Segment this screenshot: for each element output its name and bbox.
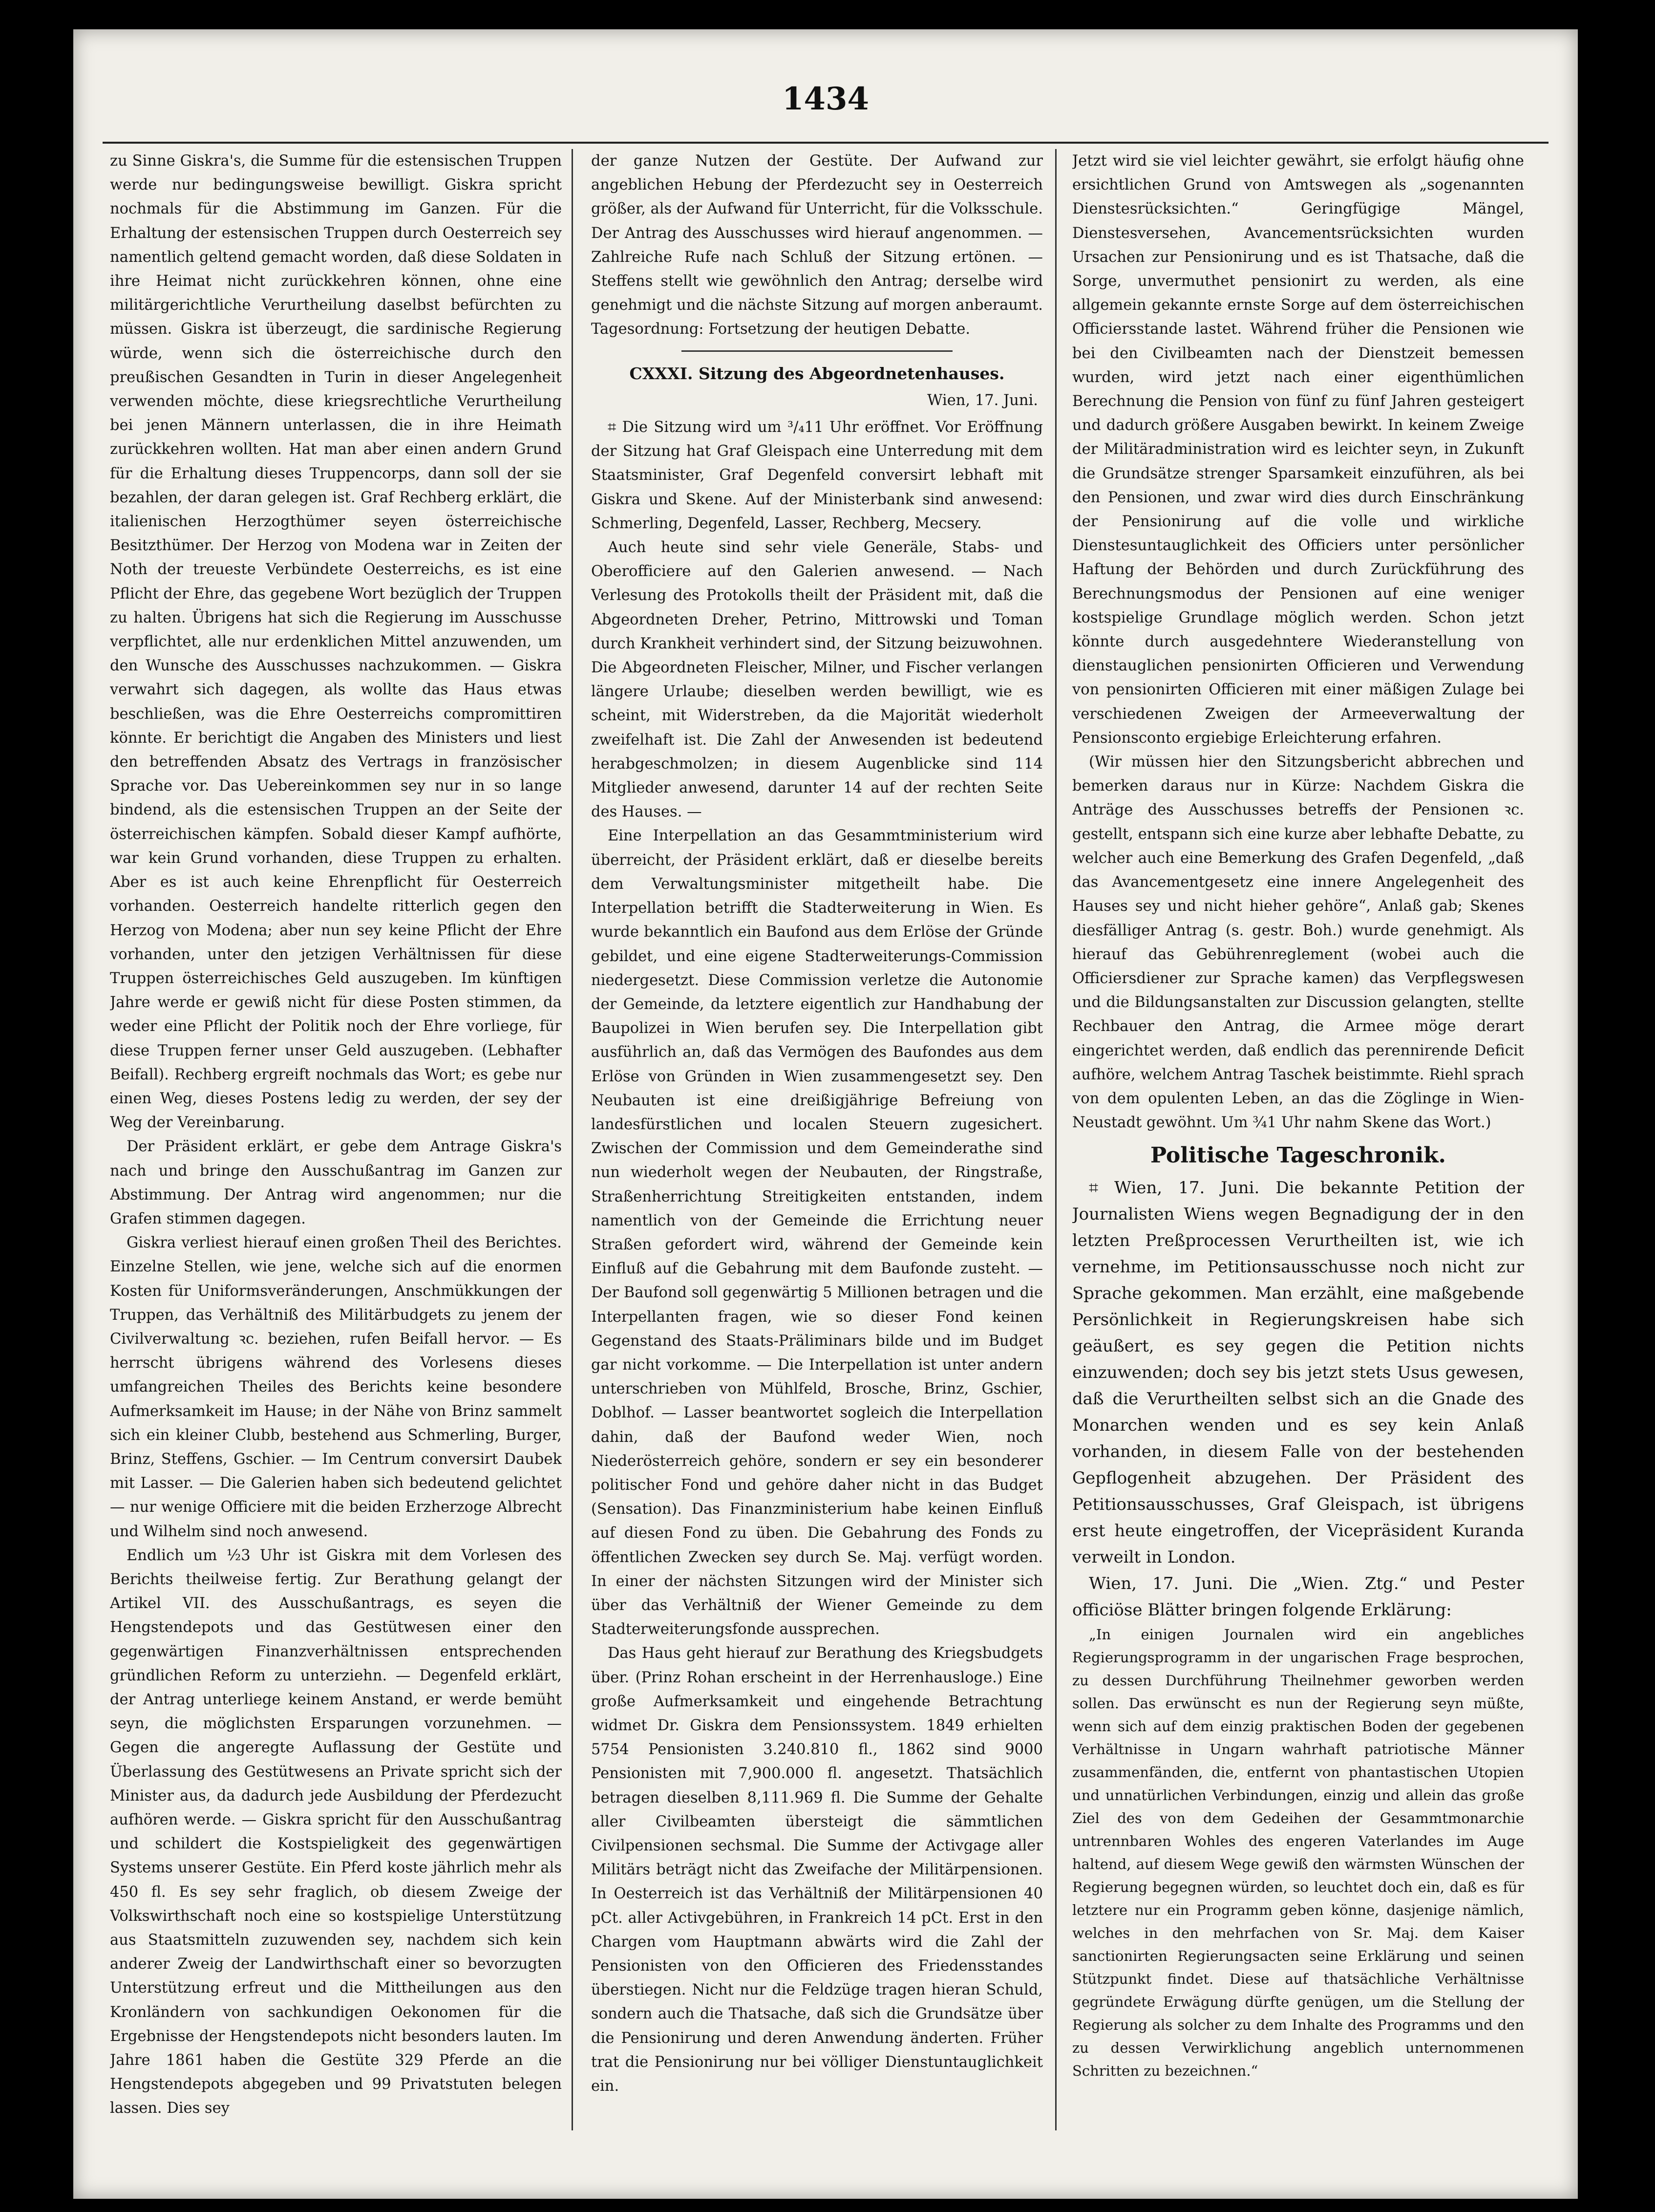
paragraph: (Wir müssen hier den Sitzungsbericht abbrechen und bemerken daraus nur in Kürze: Nachdem Giskra die Anträge des Ausschusses betreffs der Pensionen ꝛc. gestellt, entspann sich eine kurze aber lebhafte Debatte, zu welcher auch eine Bemerkung des Grafen Degenfeld, „daß das Avancementgesetz eine innere Angelegenheit des Hauses sey und nicht hieher gehöre“, Anlaß gab; Skenes diesfälliger Antrag (s. gestr. Boh.) wurde genehmigt. Als hierauf das Gebührenreglement (wobei auch die Officiersdiener zur Sprache kamen) das Verpflegswesen und die Bildungsanstalten zur Discussion gelangten, stellte Rechbauer den Antrag, die Armee möge derart eingerichtet werden, daß endlich das perennirende Deficit aufhöre, welchem Antrag Taschek beistimmte. Riehl sprach von dem opulenten Leben, an das die Zöglinge in Wien-Neustadt gewöhnt. Um ¾1 Uhr nahm Skene das Wort.)	[1072, 753, 1524, 1132]
paragraph: Wien, 17. Juni. Die „Wien. Ztg.“ und Pester officiöse Blätter bringen folgende Erklärung:	[1072, 1573, 1524, 1620]
quoted-declaration: „In einigen Journalen wird ein angebliches Regierungsprogramm in der ungarischen Frage besprochen, zu dessen Durchführung Theilnehmer geworben werden sollen. Das erwünscht es nun der Regierung seyn müßte, wenn sich auf dem einzig praktischen Boden der gegebenen Verhältnisse in Ungarn wahrhaft patriotische Männer zusammenfänden, die, entfernt von phantastischen Utopien und unnatürlichen Verbindungen, einzig und allein das große Ziel des von dem Gedeihen der Gesammtmonarchie untrennbaren Wohles des engeren Vaterlandes im Auge haltend, auf diesem Wege gewiß den wärmsten Wünschen der Regierung begegnen würden, so leuchtet doch ein, daß es für letztere nur ein Programm geben könne, dasjenige nämlich, welches in den mehrfachen von Sr. Maj. dem Kaiser sanctionirten Regierungsacten seine Erklärung und seinen Stützpunkt findet. Diese auf thatsächliche Verhältnisse gegründete Erwägung dürfte genügen, um die Stellung der Regierung als solcher zu dem Inhalte des Programms und den zu dessen Verwirklichung angeblich unternommenen Schritten zu bezeichnen.“	[1072, 1626, 1524, 2079]
dateline: Wien, 17. Juni.	[927, 391, 1038, 409]
section-heading: CXXXI. Sitzung des Abgeordnetenhauses.	[629, 364, 1005, 383]
paragraph: Der Präsident erklärt, er gebe dem Antrage Giskra's nach und bringe den Ausschußantrag im Ganzen zur Abstimmung. Der Antrag wird angenommen; nur die Grafen stimmen dagegen.	[110, 1138, 562, 1227]
column-middle	[591, 149, 1043, 2130]
column-divider-1	[572, 149, 573, 2130]
paragraph: Giskra verliest hierauf einen großen Theil des Berichtes. Einzelne Stellen, wie jene, welche sich auf die enormen Kosten für Uniformsveränderungen, Anschmükkungen der Truppen, das Verhältniß des Militärbudgets zu jenem der Civilverwaltung ꝛc. beziehen, rufen Beifall hervor. — Es herrscht übrigens während des Vorlesens dieses umfangreichen Theiles des Berichts keine besondere Aufmerksamkeit im Hause; in der Nähe von Brinz sammelt sich ein kleiner Clubb, bestehend aus Schmerling, Burger, Brinz, Steffens, Gschier. — Im Centrum conversirt Daubek mit Lasser. — Die Galerien haben sich bedeutend gelichtet — nur wenige Officiere mit die beiden Erzherzoge Albrecht und Wilhelm sind noch anwesend.	[110, 1234, 562, 1540]
column-left	[110, 149, 562, 2130]
paragraph: ⌗ Die Sitzung wird um ³/₄11 Uhr eröffnet. Vor Eröffnung der Sitzung hat Graf Gleispach eine Unterredung mit dem Staatsminister, Graf Degenfeld conversirt lebhaft mit Giskra und Skene. Auf der Ministerbank sind anwesend: Schmerling, Degenfeld, Lasser, Rechberg, Mecsery.	[591, 419, 1043, 532]
chronicle-heading: Politische Tageschronik.	[1150, 1143, 1446, 1168]
paragraph: Jetzt wird sie viel leichter gewährt, sie erfolgt häufig ohne ersichtlichen Grund von Amtswegen als „sogenannten Dienstesrücksichten.“ Geringfügige Mängel, Dienstesversehen, Avancementsrücksichten wurden Ursachen zur Pensionirung und es ist Thatsache, daß die Sorge, unvermuthet pensionirt zu werden, als eine allgemein gekannte ernste Sorge auf dem österreichischen Officiersstande lastet. Während früher die Pensionen wie bei den Civilbeamten nach der Dienstzeit bemessen wurden, wird jetzt nach einer eigenthümlichen Berechnung die Pension von fünf zu fünf Jahren gesteigert und dadurch größere Ausgaben bewirkt. In keinem Zweige der Militäradministration wird es leichter seyn, in Zukunft die Grundsätze strenger Sparsamkeit einzuführen, als bei den Pensionen, und zwar wird dies durch Einschränkung der Pensionirung auf die volle und wirkliche Dienstesuntauglichkeit des Officiers unter persönlicher Haftung der Behörden und durch Zurückführung des Berechnungsmodus der Pensionen auf eine weniger kostspielige Grundlage möglich werden. Schon jetzt könnte durch ausgedehntere Wiederanstellung von dienstauglichen pensionirten Officieren und Verwendung von pensionirten Officieren mit einer mäßigen Zulage bei verschiedenen Zweigen der Armeeverwaltung der Pensionsconto ergiebige Erleichterung erfahren.	[1072, 152, 1524, 747]
paragraph: zu Sinne Giskra's, die Summe für die estensischen Truppen werde nur bedingungsweise bewilligt. Giskra spricht nochmals für die Abstimmung im Ganzen. Für die Erhaltung der estensischen Truppen durch Oesterreich sey namentlich geltend gemacht worden, daß diese Soldaten in ihre Heimat nicht zurückkehren können, ohne eine militärgerichtliche Verurtheilung daselbst befürchten zu müssen. Giskra ist überzeugt, die sardinische Regierung würde, wenn sich die österreichische durch den preußischen Gesandten in Turin in dieser Angelegenheit verwenden möchte, diese kriegsrechtliche Verurtheilung bei jenen Männern unterlassen, die in ihre Heimath zurückkehren wollten. Hat man aber einen andern Grund für die Erhaltung dieses Truppencorps, dann soll der sie bezahlen, der daran gelegen ist. Graf Rechberg erklärt, die italienischen Herzogthümer seyen österreichische Besitzthümer. Der Herzog von Modena war in Zeiten der Noth der treueste Verbündete Oesterreichs, es ist eine Pflicht der Ehre, das gegebene Wort bezüglich der Truppen zu halten. Übrigens hat sich die Regierung im Ausschusse verpflichtet, alle nur erdenklichen Mittel anzuwenden, um den Wunsche des Ausschusses nachzukommen. — Giskra verwahrt sich dagegen, als wollte das Haus etwas beschließen, was die Ehre Oesterreichs compromittiren könnte. Er berichtigt die Angaben des Ministers und liest den betreffenden Absatz des Vertrags in französischer Sprache vor. Das Uebereinkommen sey nur in so lange bindend, als die estensischen Truppen an der Seite der österreichischen kämpfen. Sobald dieser Kampf aufhörte, war kein Grund vorhanden, diese Truppen zu erhalten. Aber es ist auch keine Ehrenpflicht für Oesterreich vorhanden. Oesterreich handelte ritterlich gegen den Herzog von Modena; aber nun sey keine Pflicht der Ehre vorhanden, unter den jetzigen Verhältnissen für diese Truppen österreichisches Geld auszugeben. Im künftigen Jahre werde er gewiß nicht für diese Posten stimmen, da weder eine Pflicht der Politik noch der Ehre vorliege, für diese Truppen ferner unser Geld auszugeben. (Lebhafter Beifall). Rechberg ergreift nochmals das Wort; es gebe nur einen Weg, dieses Postens ledig zu werden, der sey der Weg der Vereinbarung.	[110, 152, 562, 1132]
paragraph: Das Haus geht hierauf zur Berathung des Kriegsbudgets über. (Prinz Rohan erscheint in der Herrenhausloge.) Eine große Aufmerksamkeit und eingehende Betrachtung widmet Dr. Giskra dem Pensionssystem. 1849 erhielten 5754 Pensionisten 3.240.810 fl., 1862 sind 9000 Pensionisten mit 7,900.000 fl. angesetzt. Thatsächlich betragen dieselben 8,111.969 fl. Die Summe der Gehalte aller Civilbeamten übersteigt die sämmtlichen Civilpensionen sechsmal. Die Summe der Activgage aller Militärs beträgt nicht das Zweifache der Militärpensionen. In Oesterreich ist das Verhältniß der Militärpensionen 40 pCt. aller Activgebühren, in Frankreich 14 pCt. Erst in den Chargen vom Hauptmann abwärts wird die Zahl der Pensionisten von den Officieren des Friedensstandes überstiegen. Nicht nur die Feldzüge tragen hieran Schuld, sondern auch die Thatsache, daß sich die Grundsätze über die Pensionirung und deren Anwendung änderten. Früher trat die Pensionirung nur bei völliger Dienstuntauglichkeit ein.	[591, 1645, 1043, 2095]
paragraph: Auch heute sind sehr viele Generäle, Stabs- und Oberofficiere auf den Galerien anwesend. — Nach Verlesung des Protokolls theilt der Präsident mit, daß die Abgeordneten Dreher, Petrino, Mittrowski und Toman durch Krankheit verhindert sind, der Sitzung beizuwohnen. Die Abgeordneten Fleischer, Milner, und Fischer verlangen längere Urlaube; dieselben werden bewilligt, wie es scheint, mit Widerstreben, da die Majorität wiederholt zweifelhaft ist. Die Zahl der Anwesenden ist bedeutend herabgeschmolzen; in diesem Augenblicke sind 114 Mitglieder anwesend, darunter 14 auf der rechten Seite des Hauses. —	[591, 539, 1043, 821]
column-right	[1072, 149, 1524, 2130]
paragraph: Eine Interpellation an das Gesammtministerium wird überreicht, der Präsident erklärt, daß er dieselbe bereits dem Verwaltungsminister mitgetheilt habe. Die Interpellation betrifft die Stadterweiterung in Wien. Es wurde bekanntlich ein Baufond aus dem Erlöse der Gründe gebildet, und eine eigene Stadterweiterungs-Commission niedergesetzt. Diese Commission verletze die Autonomie der Gemeinde, da letztere eigentlich zur Handhabung der Baupolizei in Wien berufen sey. Die Interpellation gibt ausführlich an, daß das Vermögen des Baufondes aus dem Erlöse von Gründen in Wien zusammengesetzt sey. Den Neubauten ist eine dreißigjährige Befreiung von landesfürstlichen und localen Steuern zugesichert. Zwischen der Commission und dem Gemeinderathe sind nun wiederholt wegen der Neubauten, der Ringstraße, Straßenherrichtung Streitigkeiten entstanden, indem namentlich von der Gemeinde die Errichtung neuer Straßen gefordert wird, während der Gemeinde kein Einfluß auf die Gebahrung mit dem Baufonde zusteht. — Der Baufond soll gegenwärtig 5 Millionen betragen und die Interpellanten fragen, wie so dieser Fond keinen Gegenstand des Staats-Präliminars bilde und im Budget gar nicht vorkomme. — Die Interpellation ist unter andern unterschrieben von Mühlfeld, Brosche, Brinz, Gschier, Doblhof. — Lasser beantwortet sogleich die Interpellation dahin, daß der Baufond weder Wien, noch Niederösterreich gehöre, sondern er sey ein besonderer politischer Fond und gehöre daher nicht in das Budget (Sensation). Das Finanzministerium habe keinen Einfluß auf diesen Fond zu üben. Die Gebahrung des Fonds zu öffentlichen Zwecken sey durch Se. Maj. verfügt worden. In einer der nächsten Sitzungen wird der Minister sich über das Verhältniß der Wiener Gemeinde zu dem Stadterweiterungsfonde aussprechen.	[591, 827, 1043, 1638]
page-number: 1434	[782, 81, 870, 117]
newspaper-page	[73, 29, 1578, 2199]
paragraph: Endlich um ½3 Uhr ist Giskra mit dem Vorlesen des Berichts theilweise fertig. Zur Berathung gelangt der Artikel VII. des Ausschußantrags, es seyen die Hengstendepots und das Gestütwesen einer den gegenwärtigen Finanzverhältnissen entsprechenden gründlichen Reform zu unterziehn. — Degenfeld erklärt, der Antrag unterliege keinem Anstand, er werde bemüht seyn, die möglichsten Ersparungen vorzunehmen. — Gegen die angeregte Auflassung der Gestüte und Überlassung des Gestütwesens an Private spricht sich der Minister aus, da dadurch jede Ausbildung der Pferdezucht aufhören werde. — Giskra spricht für den Ausschußantrag und schildert die Kostspieligkeit des gegenwärtigen Systems unserer Gestüte. Ein Pferd koste jährlich mehr als 450 fl. Es sey sehr fraglich, ob diesem Zweige der Volkswirthschaft noch eine so kostspielige Unterstützung aus Staatsmitteln zuzuwenden sey, nachdem sich kein anderer Zweig der Landwirthschaft einer so bevorzugten Unterstützung erfreut und die Mittheilungen aus den Kronländern von sachkundigen Oekonomen für die Ergebnisse der Hengstendepots nicht besonders lauten. Im Jahre 1861 haben die Gestüte 329 Pferde an die Hengstendepots abgegeben und 99 Privatstuten belegen lassen. Dies sey	[110, 1546, 562, 2117]
section-divider	[681, 350, 953, 352]
chronicle-section	[1072, 1175, 1524, 1623]
header-rule	[103, 142, 1549, 144]
paragraph: ⌗ Wien, 17. Juni. Die bekannte Petition der Journalisten Wiens wegen Begnadigung der in den letzten Preßprocessen Verurtheilten ist, wie ich vernehme, im Petitionsausschusse noch nicht zur Sprache gekommen. Man erzählt, eine maßgebende Persönlichkeit in Regierungskreisen habe sich geäußert, es sey gegen die Petition nichts einzuwenden; doch sey bis jetzt stets Usus gewesen, daß die Verurtheilten selbst sich an die Gnade des Monarchen wenden und es sey kein Anlaß vorhanden, in diesem Falle von der bestehenden Gepflogenheit abzugehen. Der Präsident des Petitionsausschusses, Graf Gleispach, ist übrigens erst heute eingetroffen, der Vicepräsident Kuranda verweilt in London.	[1072, 1178, 1524, 1567]
paragraph: der ganze Nutzen der Gestüte. Der Aufwand zur angeblichen Hebung der Pferdezucht sey in Oesterreich größer, als der Aufwand für Unterricht, für die Volksschule. Der Antrag des Ausschusses wird hierauf angenommen. — Zahlreiche Rufe nach Schluß der Sitzung ertönen. — Steffens stellt wie gewöhnlich den Antrag; derselbe wird genehmigt und die nächste Sitzung auf morgen anberaumt. Tagesordnung: Fortsetzung der heutigen Debatte.	[591, 152, 1043, 338]
column-divider-2	[1055, 149, 1057, 2130]
